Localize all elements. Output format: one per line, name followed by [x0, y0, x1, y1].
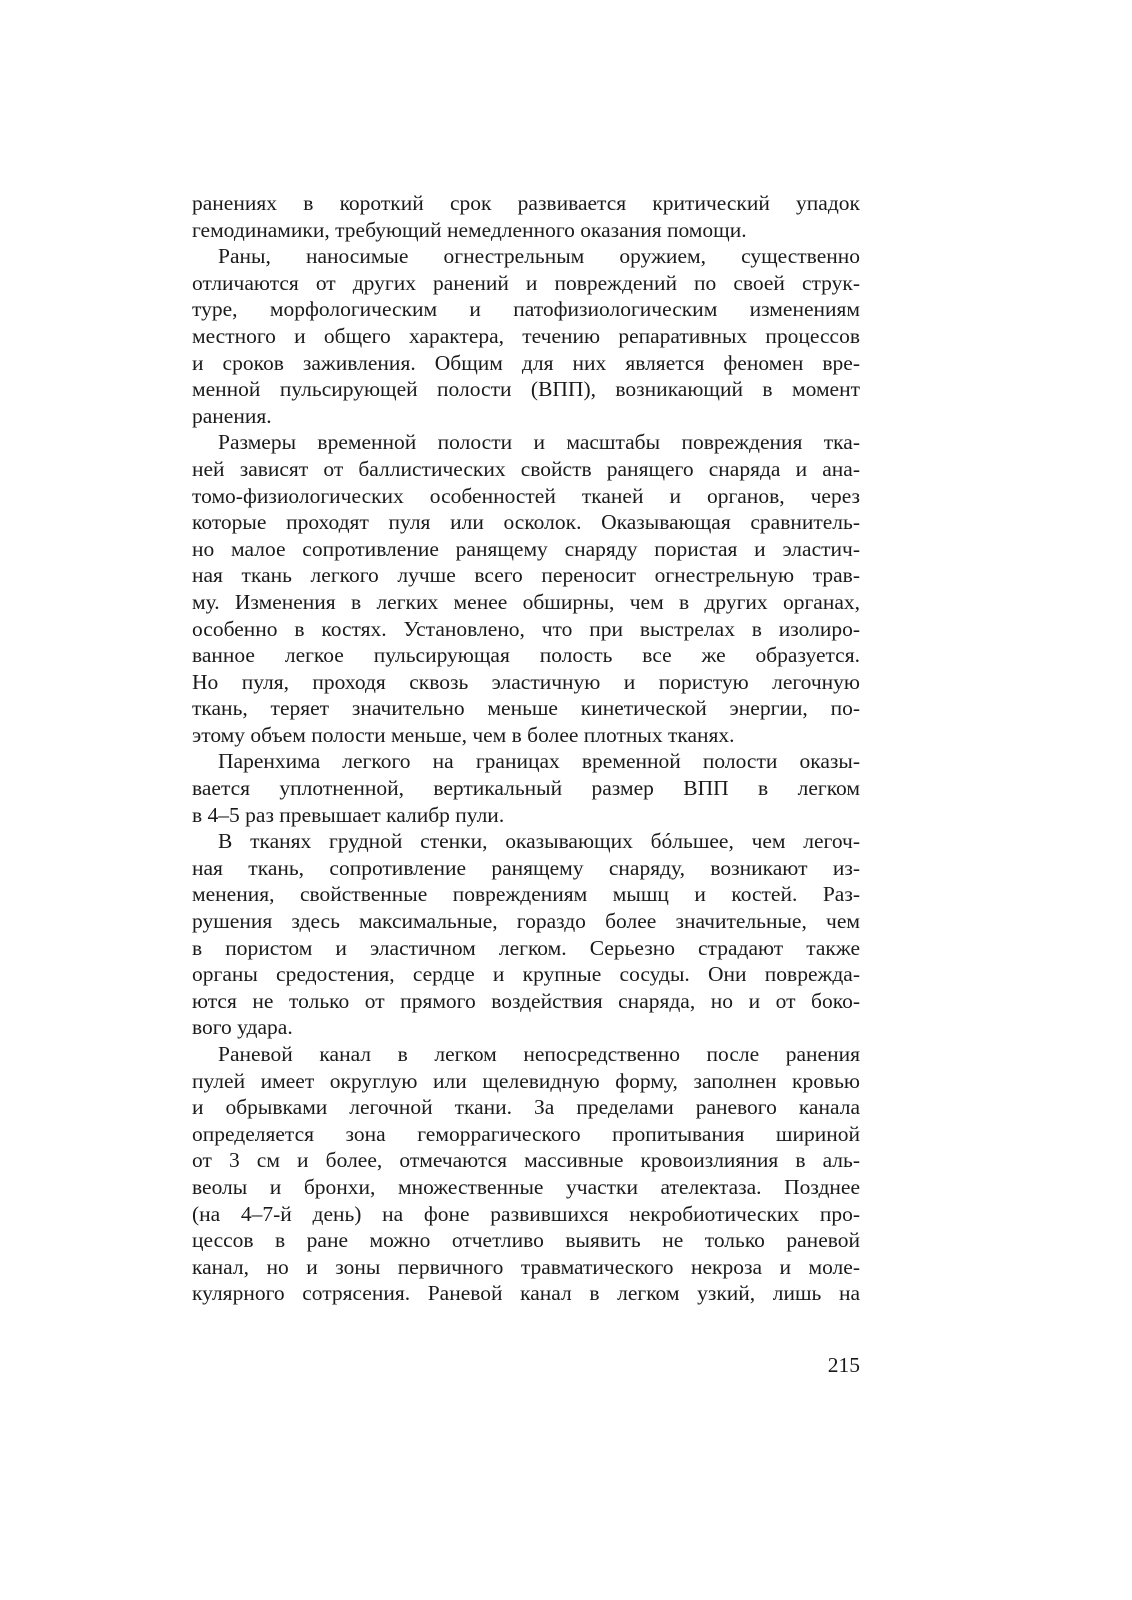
text-line: местного и общего характера, течению репаративных процессов [192, 323, 860, 348]
paragraph [192, 1041, 860, 1307]
text-line: рушения здесь максимальные, гораздо более значительные, чем [192, 909, 860, 934]
text-line: гемодинамики, требующий немедленного оказания помощи. [192, 217, 747, 242]
text-line: в 4–5 раз превышает калибр пули. [192, 802, 505, 827]
text-line: Но пуля, проходя сквозь эластичную и пористую легочную [192, 669, 860, 694]
body-text [192, 190, 860, 1307]
text-line: туре, морфологическим и патофизиологическим изменениям [192, 297, 860, 322]
text-line: му. Изменения в легких менее обширны, чем в других органах, [192, 589, 860, 614]
text-line: Размеры временной полости и масштабы повреждения тка- [218, 430, 860, 455]
text-line: от 3 см и более, отмечаются массивные кровоизлияния в аль- [192, 1148, 860, 1173]
text-line: томо-физиологических особенностей тканей и органов, через [192, 483, 860, 508]
text-line: ранения. [192, 403, 272, 428]
paragraph [192, 828, 860, 1041]
text-line: особенно в костях. Установлено, что при выстрелах в изолиро- [192, 616, 860, 641]
text-line: ная ткань легкого лучше всего переносит огнестрельную трав- [192, 563, 860, 588]
text-line: ней зависят от баллистических свойств ранящего снаряда и ана- [192, 456, 860, 481]
text-line: и обрывками легочной ткани. За пределами раневого канала [192, 1095, 860, 1120]
text-line: пулей имеет округлую или щелевидную форму, заполнен кровью [192, 1068, 860, 1093]
text-line: но малое сопротивление ранящему снаряду пористая и эластич- [192, 536, 860, 561]
text-line: кулярного сотрясения. Раневой канал в легком узкий, лишь на [192, 1281, 860, 1306]
text-line: вается уплотненной, вертикальный размер ВПП в легком [192, 776, 860, 801]
text-line: определяется зона геморрагического пропитывания шириной [192, 1121, 860, 1146]
text-line: ная ткань, сопротивление ранящему снаряду, возникают из- [192, 855, 860, 880]
paragraph [192, 243, 860, 429]
text-line: менения, свойственные повреждениям мышц и костей. Раз- [192, 882, 860, 907]
text-line: Раны, наносимые огнестрельным оружием, существенно [218, 244, 860, 269]
paragraph [192, 748, 860, 828]
paragraph [192, 429, 860, 748]
text-line: и сроков заживления. Общим для них является феномен вре- [192, 350, 860, 375]
text-line: ранениях в короткий срок развивается критический упадок [192, 191, 860, 215]
text-line: (на 4–7-й день) на фоне развившихся некробиотических про- [192, 1201, 860, 1226]
paragraph [192, 190, 860, 243]
text-line: отличаются от других ранений и повреждений по своей струк- [192, 270, 860, 295]
text-line: вого удара. [192, 1015, 293, 1040]
text-line: ткань, теряет значительно меньше кинетической энергии, по- [192, 696, 860, 721]
text-line: этому объем полости меньше, чем в более плотных тканях. [192, 722, 735, 747]
text-line: В тканях грудной стенки, оказывающих бóльшее, чем легоч- [218, 829, 860, 854]
text-line: веолы и бронхи, множественные участки ателектаза. Позднее [192, 1174, 860, 1199]
text-line: ванное легкое пульсирующая полость все же образуется. [192, 643, 860, 668]
text-line: органы средостения, сердце и крупные сосуды. Они поврежда- [192, 962, 860, 987]
text-line: канал, но и зоны первичного травматического некроза и моле- [192, 1254, 860, 1279]
text-line: в пористом и эластичном легком. Серьезно страдают также [192, 935, 860, 960]
text-line: ются не только от прямого воздействия снаряда, но и от боко- [192, 988, 860, 1013]
text-line: Паренхима легкого на границах временной полости оказы- [218, 749, 860, 774]
page-number: 215 [827, 1353, 860, 1377]
text-line: менной пульсирующей полости (ВПП), возникающий в момент [192, 377, 860, 402]
text-line: которые проходят пуля или осколок. Оказывающая сравнитель- [192, 510, 860, 535]
text-line: Раневой канал в легком непосредственно после ранения [218, 1042, 860, 1066]
text-line: цессов в ране можно отчетливо выявить не только раневой [192, 1228, 860, 1253]
